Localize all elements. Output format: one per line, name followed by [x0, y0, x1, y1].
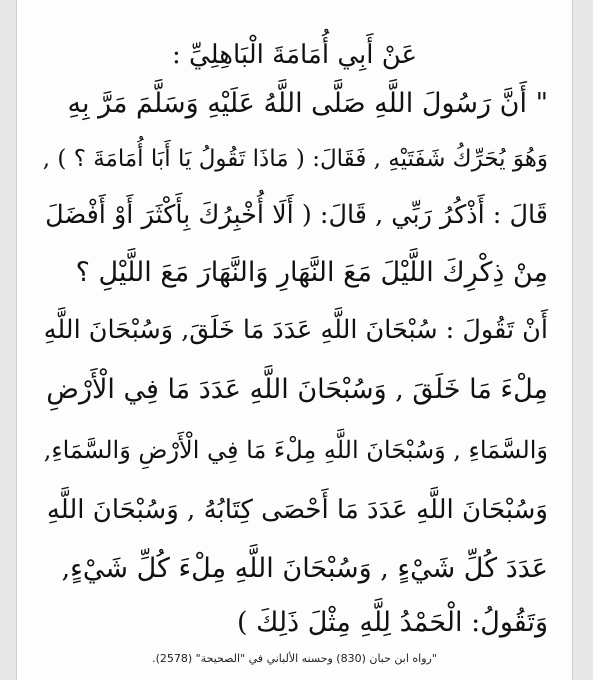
text-line-9: عَدَدَ كُلِّ شَيْءٍ , وَسُبْحَانَ اللَّهِ مِلْءَ كُلِّ شَيْءٍ, [61, 553, 548, 584]
text-line-7: وَالسَّمَاءِ , وَسُبْحَانَ اللَّهِ مِلْءَ مَا فِي الْأَرْضِ وَالسَّمَاءِ, [43, 436, 548, 464]
document-page [16, 0, 573, 680]
text-line-3: قَالَ : أَذْكُرُ رَبِّي , قَالَ: ( أَلَا أُخْبِرُكَ بِأَكْثَرَ أَوْ أَفْضَلَ [45, 200, 548, 230]
hadith-narrator-title: عَنْ أَبِي أُمَامَةَ الْبَاهِلِيِّ : [171, 40, 418, 70]
text-line-5: أَنْ تَقُولَ : سُبْحَانَ اللَّهِ عَدَدَ مَا خَلَقَ, وَسُبْحَانَ اللَّهِ [43, 315, 548, 345]
left-margin-strip [0, 0, 16, 680]
source-footnote: "رواه ابن حبان (830) وحسنه الألباني في "الصحيحة" (2578). [152, 652, 437, 665]
text-line-4: مِنْ ذِكْرِكَ اللَّيْلَ مَعَ النَّهَارِ وَالنَّهَارَ مَعَ اللَّيْلِ ؟ [75, 257, 548, 288]
text-line-10: وَتَقُولُ: الْحَمْدُ لِلَّهِ مِثْلَ ذَلِكَ ) [237, 607, 548, 638]
right-margin-strip [573, 0, 593, 680]
text-line-6: مِلْءَ مَا خَلَقَ , وَسُبْحَانَ اللَّهِ عَدَدَ مَا فِي الْأَرْضِ [46, 374, 548, 405]
text-line-8: وَسُبْحَانَ اللَّهِ عَدَدَ مَا أَحْصَى كِتَابُهُ , وَسُبْحَانَ اللَّهِ [46, 495, 548, 525]
text-line-2: وَهُوَ يُحَرِّكُ شَفَتَيْهِ , فَقَالَ: ( مَاذَا تَقُولُ يَا أَبَا أُمَامَةَ ؟ ) , [42, 146, 548, 172]
text-line-1: " أَنَّ رَسُولَ اللَّهِ صَلَّى اللَّهُ عَلَيْهِ وَسَلَّمَ مَرَّ بِهِ [67, 88, 548, 119]
